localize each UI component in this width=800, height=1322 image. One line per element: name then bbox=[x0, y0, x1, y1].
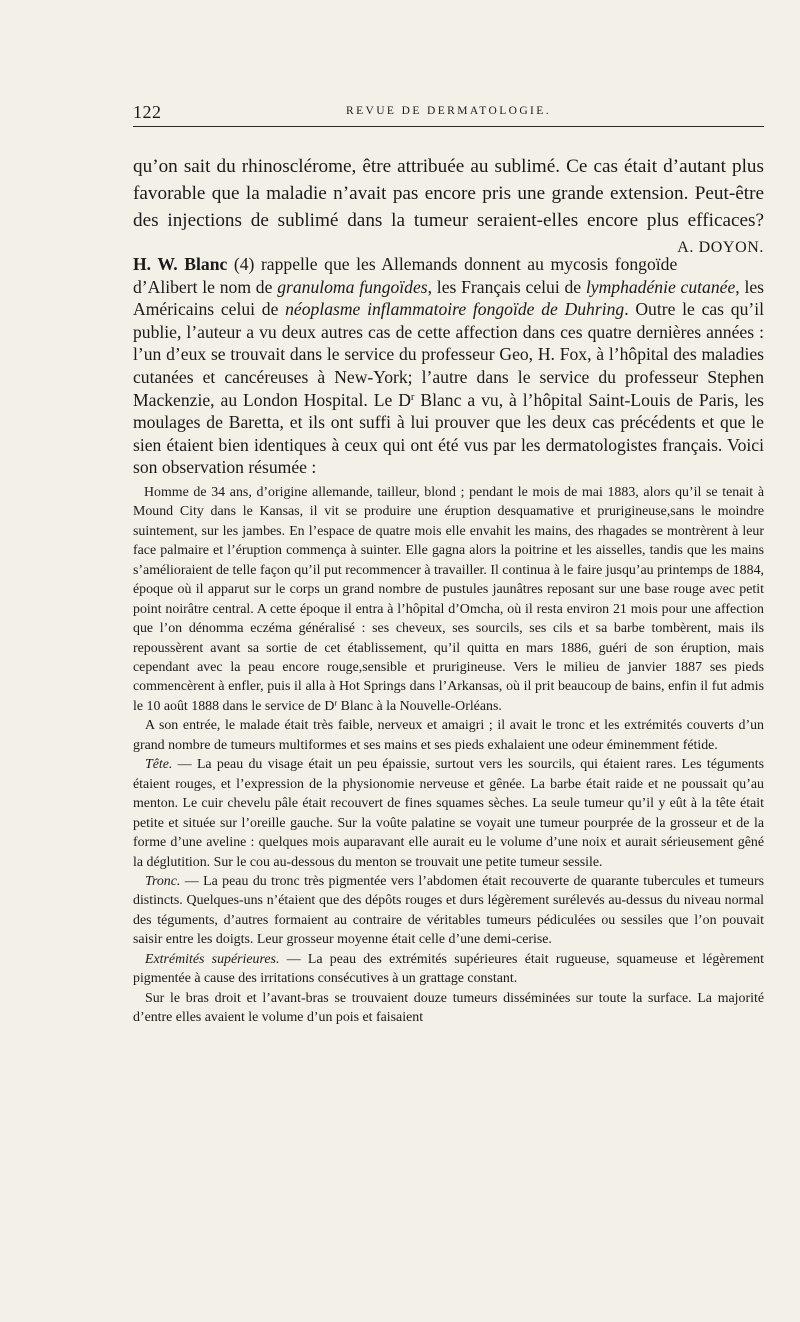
lead-paragraph bbox=[133, 153, 764, 256]
head-text: — La peau du visage était un peu épaissie, surtout vers les sourcils, qui étaient rares. Les téguments étaient rouges, et l’expression de la physionomie nerveuse et gênée. La barbe était raide et ne poussait qu’au menton. Le cuir chevelu pâle était recouvert de fines squames sèches. La seule tumeur qu’il y eût à la tête était petite et située sur l’oreille gauche. Sur la voûte palatine se voyait une tumeur pourprée de la grosseur et de la forme d’une aveline : quelques mois auparavant elle aurait eu le volume d’une noix et aurait sérieusement gêné la déglutition. Sur le cou au-dessous du menton se trouvait une petite tumeur sessile. bbox=[133, 757, 764, 870]
term-lymphadenie: lymphadénie cutanée bbox=[585, 276, 736, 297]
review-text-3: , les Américains celui de bbox=[133, 276, 764, 320]
observation-right-arm: Sur le bras droit et l’avant-bras se trouvaient douze tumeurs disséminées sur toute la surface. La majorité d’entre elles avaient le volume d’un pois et faisaient bbox=[133, 990, 764, 1026]
term-granuloma: granuloma fungoïdes bbox=[277, 276, 428, 297]
history-text: Homme de 34 ans, d’origine allemande, tailleur, blond ; pendant le mois de mai 1883, alors qu’il se tenait à Mound City dans le Kansas, il vit se produire une éruption desquamative et prurigineuse,sans le moindre suintement, sur les jambes. En l’espace de quatre mois elle envahit les mains, des rhagades se montrèrent à leur face palmaire et l’éruption commença à suinter. Elle gagna alors la poitrine et les aisselles, tandis que les mains s’amélioraient de telle façon qu’il put recommencer à travailler. Il continua à le faire jusqu’au printemps de 1884, époque où il apparut sur le corps un grand nombre de pustules jaunâtres reposant sur une base rouge avec petit point noirâtre central. A cette époque il entra à l’hôpital d’Omcha, où il resta environ 21 mois pour une affection que l’on dénomma eczéma généralisé : ses cheveux, ses sourcils, ses cils et sa barbe tombèrent, mais ils repoussèrent avant sa sortie de cet établissement, qu’il quitta en mars 1886, guéri de son éruption, mais cependant avec la peau encore rouge,sensible et prurigineuse. Vers le milieu de janvier 1887 ses pieds commencèrent à enfler, puis il alla à Hot Springs dans l’Arkansas, où il prit beaucoup de bains, enfin il fut admis le 10 août 1888 dans le service de D bbox=[133, 484, 764, 714]
journal-title: REVUE DE DERMATOLOGIE. bbox=[346, 105, 551, 117]
lead-text: qu’on sait du rhinosclérome, être attribuée au sublimé. Ce cas était d’autant plus favorable que la maladie n’avait pas encore pris une grande extension. Peut-être des injections de sublimé dans la tumeur seraient-elles encore plus efficaces? bbox=[133, 156, 764, 231]
observation-head bbox=[133, 755, 764, 872]
review-text-1: (4) rappelle que les Allemands donnent au mycosis fongoïde d’Alibert le nom de bbox=[133, 254, 678, 297]
section-label-upper-limbs: Extrémités supérieures. bbox=[145, 951, 280, 967]
observation bbox=[133, 483, 764, 1028]
observation-upper-limbs bbox=[133, 950, 764, 989]
superscript-r: r bbox=[334, 698, 338, 708]
observation-history bbox=[133, 483, 764, 716]
review-text-5: Blanc a vu, à l’hôpital Saint-Louis de Paris, les moulages de Baretta, et ils ont suffi à lui prouver que les deux cas précédents et que le sien étaient bien identiques à ceux qui ont été vus par les dermatologistes français. Voici son observation résumée : bbox=[133, 389, 764, 478]
history-text-end: Blanc à la Nouvelle-Orléans. bbox=[337, 698, 502, 714]
review-text-2: , les Français celui de bbox=[427, 276, 586, 297]
running-head bbox=[133, 100, 764, 127]
trunk-text: — La peau du tronc très pigmentée vers l’abdomen était recouverte de quarante tubercules et tumeurs distincts. Quelques-uns n’étaient que des dépôts rouges et durs légèrement surélevés au-dessus du niveau normal des téguments, d’autres formaient au contraire de véritables tumeurs pédiculées ou sessiles que l’on pouvait saisir entre les doigts. Leur grosseur moyenne était celle d’une demi-cerise. bbox=[133, 874, 764, 948]
observation-trunk bbox=[133, 872, 764, 950]
term-neoplasme: néoplasme inflammatoire fongoïde de Duhring bbox=[285, 299, 625, 320]
page-number: 122 bbox=[133, 102, 162, 122]
section-label-head: Tête. bbox=[145, 757, 173, 773]
upper-limbs-text: — La peau des extrémités supérieures était rugueuse, squameuse et légèrement pigmentée à cause des irritations consécutives à un grattage constant. bbox=[133, 951, 764, 987]
review-author: H. W. Blanc bbox=[133, 254, 228, 274]
superscript-r: r bbox=[410, 391, 415, 403]
review-paragraph bbox=[133, 253, 764, 479]
review-text-4: . Outre le cas qu’il publie, l’auteur a vu deux autres cas de cette affection dans ces quatre dernières années : l’un d’eux se trouvait dans le service du professeur Geo, H. Fox, à l’hôpital des maladies cutanées et cancéreuses à New-York; l’autre dans le service du professeur Stephen Mackenzie, au London Hospital. Le D bbox=[133, 299, 764, 410]
signature: A. DOYON. bbox=[677, 239, 764, 256]
section-label-trunk: Tronc. bbox=[145, 874, 181, 889]
observation-admission: A son entrée, le malade était très faible, nerveux et amaigri ; il avait le tronc et les extrémités couverts d’un grand nombre de tumeurs multiformes et ses mains et ses pieds exhalaient une odeur éminemment fétide. bbox=[133, 718, 764, 753]
page bbox=[133, 100, 764, 1028]
